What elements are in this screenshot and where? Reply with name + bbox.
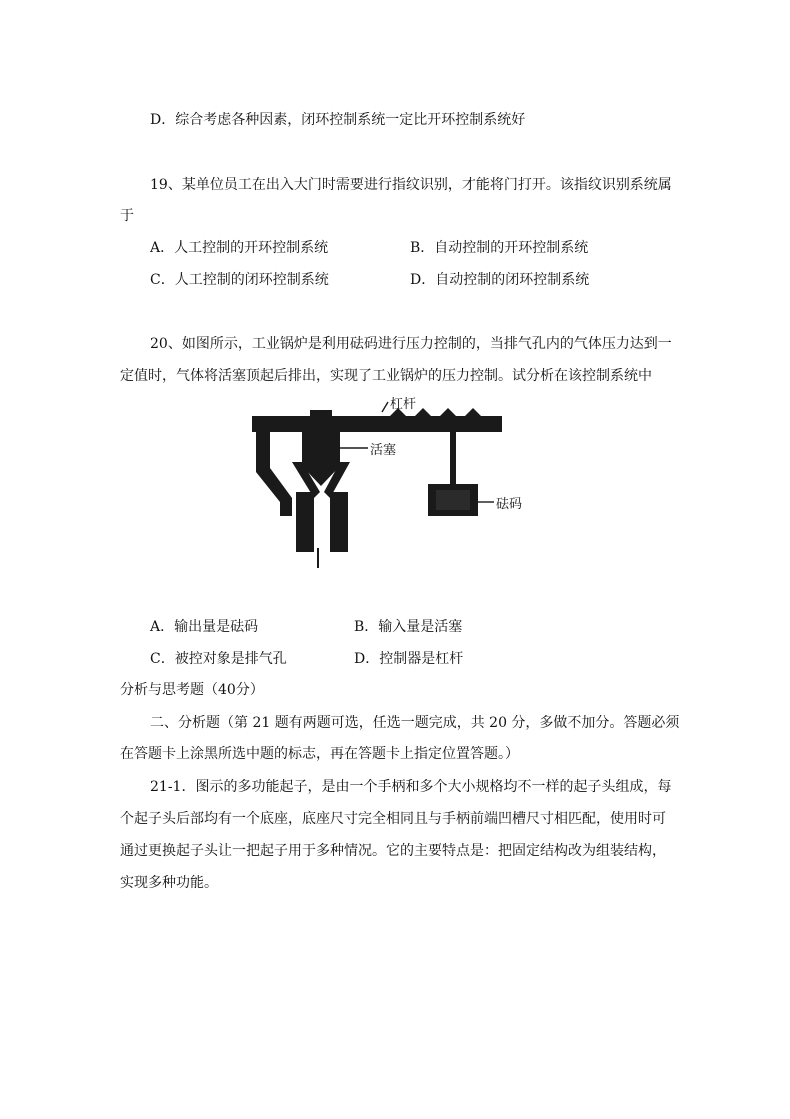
pressure-control-diagram [240,388,560,578]
q20-option-d: D．控制器是杠杆 [354,651,464,667]
lever-bar [252,408,502,432]
q21-1-line4: 实现多种功能。 [120,875,218,891]
q19-option-c: C．人工控制的闭环控制系统 [150,272,329,288]
q19-stem-line2: 于 [120,208,134,224]
section-heading: 分析与思考题（40分） [120,682,264,698]
q21-1-line2: 个起子头后部均有一个底座，底座尺寸完全相同且与手柄前端凹槽尺寸相匹配，使用时可 [120,811,666,827]
q20-stem-line1: 20、如图所示，工业锅炉是利用砝码进行压力控制的，当排气孔内的气体压力达到一 [150,336,672,352]
q19-option-b: B．自动控制的开环控制系统 [410,240,589,256]
q19-option-a: A．人工控制的开环控制系统 [150,240,329,256]
weight-hanger [450,432,456,484]
label-piston: 活塞 [370,443,397,458]
part2-line2: 在答题卡上涂黑所选中题的标志，再在答题卡上指定位置答题。） [120,746,519,762]
weight [428,484,478,516]
lever-leader-line [382,402,388,412]
part2-line1: 二、分析题（第 21 题有两题可选，任选一题完成，共 20 分，多做不加分。答题必须 [150,715,680,731]
label-weight: 砝码 [496,497,523,512]
q18-option-d: D．综合考虑各种因素，闭环控制系统一定比开环控制系统好 [150,112,526,128]
q20-option-c: C．被控对象是排气孔 [150,651,287,667]
q21-1-line3: 通过更换起子头让一把起子用于多种情况。它的主要特点是：把固定结构改为组装结构， [120,843,666,859]
q20-option-a: A．输出量是砝码 [150,619,259,635]
q20-stem-line2: 定值时，气体将活塞顶起后排出，实现了工业锅炉的压力控制。试分析在该控制系统中 [120,368,652,384]
q20-option-b: B．输入量是活塞 [354,619,463,635]
label-lever: 杠杆 [390,397,417,412]
q19-stem-line1: 19、某单位员工在出入大门时需要进行指纹识别，才能将门打开。该指纹识别系统属 [150,177,672,193]
q19-option-d: D．自动控制的闭环控制系统 [410,272,590,288]
boiler-figure-svg [240,388,560,578]
q21-1-line1: 21-1．图示的多功能起子，是由一个手柄和多个大小规格均不一样的起子头组成，每 [150,779,672,795]
